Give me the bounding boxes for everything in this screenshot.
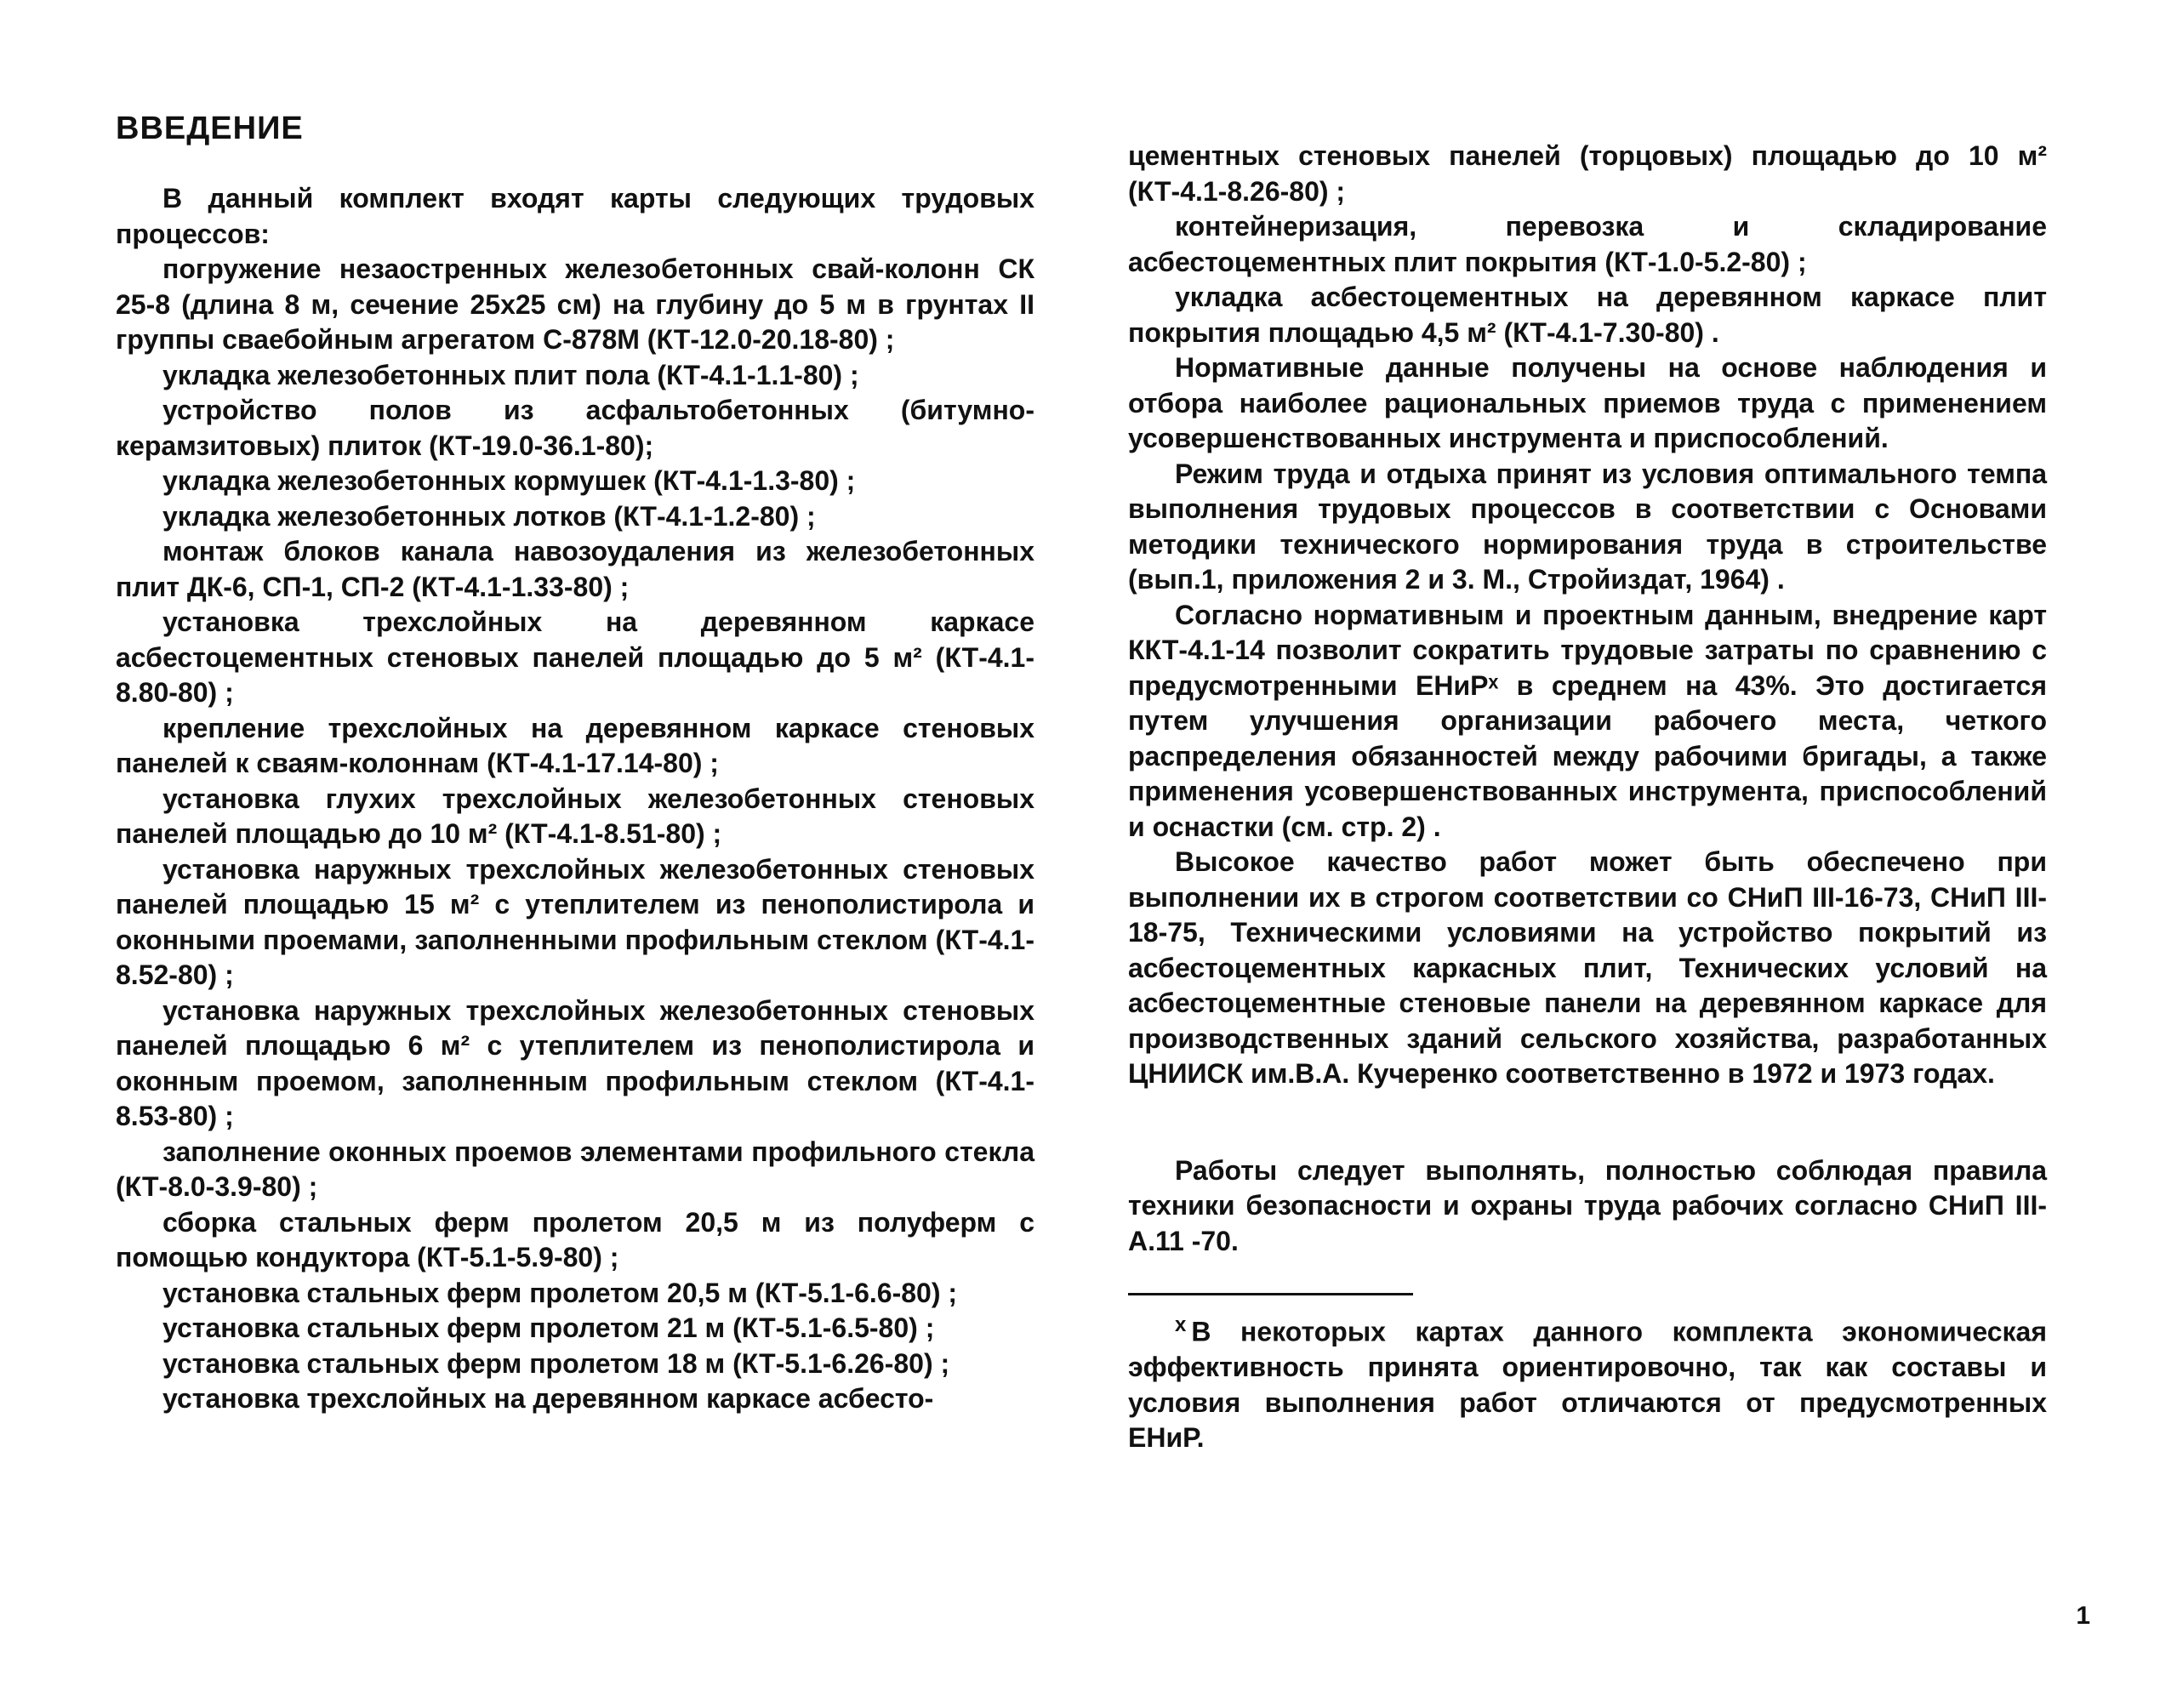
page-number: 1 bbox=[2076, 1602, 2090, 1630]
left-paragraph: установка стальных ферм пролетом 20,5 м (КТ-5.1-6.6-80) ; bbox=[162, 1277, 958, 1308]
right-paragraph: Согласно нормативным и проектным данным, внедрение карт ККТ-4.1-14 позволит сократить трудовые затраты по сравнению с предусмотренными ЕНиРˣ в среднем на 43%. Это достигается путем улучшения организации рабочего места, четкого распределения обязанностей между рабочими бригады, а также применения усовершенствованных инструмента, приспособлений и оснастки (см. стр. 2) . bbox=[1128, 599, 2047, 842]
left-paragraph: укладка железобетонных кормушек (КТ-4.1-1.3-80) ; bbox=[162, 465, 856, 496]
left-paragraph: укладка железобетонных лотков (КТ-4.1-1.2-80) ; bbox=[162, 500, 816, 532]
left-paragraph: установка трехслойных на деревянном каркасе асбестоцементных стеновых панелей площадью до 5 м² (КТ-4.1-8.80-80) ; bbox=[116, 606, 1034, 708]
right-paragraph: Режим труда и отдыха принят из условия оптимального темпа выполнения трудовых процессов в соответствии с Основами методики технического нормирования труда в строительстве (вып.1, приложения 2 и 3. М., Стройиздат, 1964) . bbox=[1128, 458, 2047, 595]
left-paragraph: заполнение оконных проемов элементами профильного стекла (КТ-8.0-3.9-80) ; bbox=[116, 1136, 1034, 1202]
right-paragraph: Высокое качество работ может быть обеспечено при выполнении их в строгом соответствии со СНиП III-16-73, СНиП III-18-75, Техническими условиями на устройство покрытий из асбестоцементных каркасных плит, Технических условий на асбестоцементные стеновые панели на деревянном каркасе для производственных зданий сельского хозяйства, разработанных ЦНИИСК им.В.А. Кучеренко соответственно в 1972 и 1973 годах. bbox=[1128, 846, 2047, 1089]
paragraph-gap bbox=[1128, 1092, 2047, 1153]
right-paragraph: цементных стеновых панелей (торцовых) площадью до 10 м² (КТ-4.1-8.26-80) ; bbox=[1128, 140, 2047, 207]
left-paragraph: установка стальных ферм пролетом 21 м (КТ-5.1-6.5-80) ; bbox=[162, 1312, 935, 1343]
left-paragraph: укладка железобетонных плит пола (КТ-4.1-1.1-80) ; bbox=[162, 359, 859, 390]
right-paragraph: Работы следует выполнять, полностью соблюдая правила техники безопасности и охраны труда рабочих согласно СНиП III-А.11 -70. bbox=[1128, 1154, 2047, 1256]
right-paragraph: контейнеризация, перевозка и складирование асбестоцементных плит покрытия (КТ-1.0-5.2-80) ; bbox=[1128, 211, 2047, 277]
left-paragraph: установка глухих трехслойных железобетонных стеновых панелей площадью до 10 м² (КТ-4.1-8.51-80) ; bbox=[116, 783, 1034, 849]
left-paragraph: устройство полов из асфальтобетонных (битумно-керамзитовых) плиток (КТ-19.0-36.1-80); bbox=[116, 395, 1034, 461]
left-paragraph: погружение незаостренных железобетонных свай-колонн СК 25-8 (длина 8 м, сечение 25х25 см) на глубину до 5 м в грунтах II группы сваебойным агрегатом С-878М (КТ-12.0-20.18-80) ; bbox=[116, 253, 1034, 355]
right-paragraph: Нормативные данные получены на основе наблюдения и отбора наиболее рациональных приемов труда с применением усовершенствованных инструмента и приспособлений. bbox=[1128, 352, 2047, 453]
left-paragraph: установка стальных ферм пролетом 18 м (КТ-5.1-6.26-80) ; bbox=[162, 1347, 950, 1379]
left-column bbox=[116, 181, 1034, 1417]
section-heading: ВВЕДЕНИЕ bbox=[116, 111, 304, 146]
right-paragraph: укладка асбестоцементных на деревянном каркасе плит покрытия площадью 4,5 м² (КТ-4.1-7.30-80) . bbox=[1128, 282, 2047, 348]
left-paragraph: установка трехслойных на деревянном каркасе асбесто- bbox=[162, 1383, 934, 1414]
right-column bbox=[1128, 139, 2047, 1456]
left-paragraph: установка наружных трехслойных железобетонных стеновых панелей площадью 6 м² с утеплителем из пенополистирола и оконным проемом, заполненным профильным стеклом (КТ-4.1-8.53-80) ; bbox=[116, 994, 1034, 1131]
footnote bbox=[1128, 1307, 2047, 1456]
footnote-text: В некоторых картах данного комплекта экономическая эффективность принята ориентировочно, так как составы и условия выполнения работ отличаются от предусмотренных ЕНиР. bbox=[1128, 1316, 2047, 1454]
left-paragraph: В данный комплект входят карты следующих трудовых процессов: bbox=[116, 183, 1034, 249]
left-paragraph: крепление трехслойных на деревянном каркасе стеновых панелей к сваям-колоннам (КТ-4.1-17.14-80) ; bbox=[116, 712, 1034, 778]
footnote-mark: x bbox=[1175, 1313, 1187, 1336]
left-paragraph: установка наружных трехслойных железобетонных стеновых панелей площадью 15 м² с утеплителем из пенополистирола и оконными проемами, заполненными профильным стеклом (КТ-4.1-8.52-80) ; bbox=[116, 853, 1034, 990]
left-paragraph: монтаж блоков канала навозоудаления из железобетонных плит ДК-6, СП-1, СП-2 (КТ-4.1-1.33-80) ; bbox=[116, 536, 1034, 602]
left-paragraph: сборка стальных ферм пролетом 20,5 м из полуферм с помощью кондуктора (КТ-5.1-5.9-80) ; bbox=[116, 1206, 1034, 1272]
footnote-rule bbox=[1128, 1293, 1413, 1295]
